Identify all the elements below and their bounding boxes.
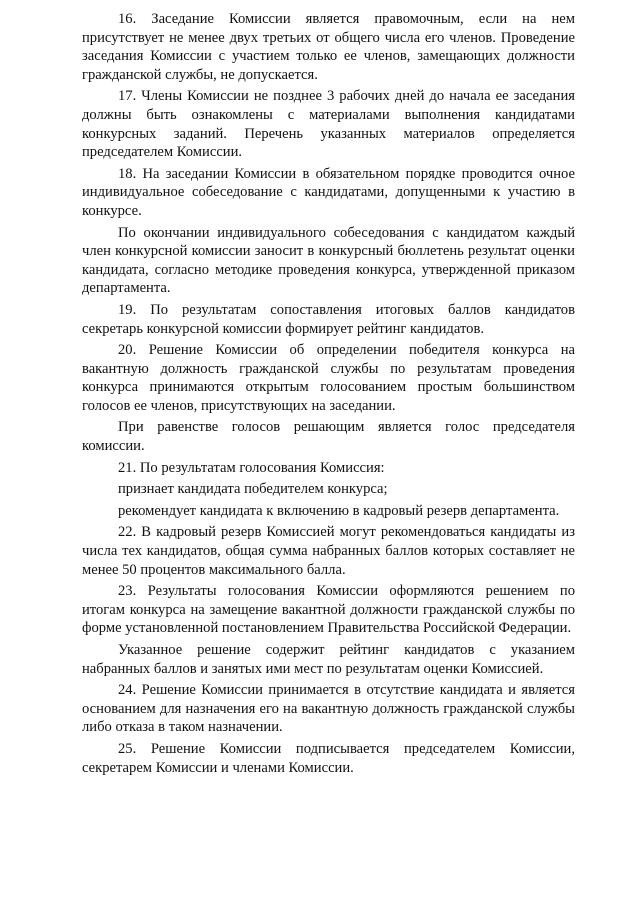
paragraph-23: 23. Результаты голосования Комиссии оформляются решением по итогам конкурса на замещение вакантной должности гражданской службы по форме установленной постановлением Правительства Российской Федерации. [82,583,575,637]
document-page [82,10,575,777]
paragraph-18: 18. На заседании Комиссии в обязательном порядке проводится очное индивидуальное собеседование с кандидатами, допущенными к участию в конкурсе. [82,165,575,219]
paragraph-25: 25. Решение Комиссии подписывается председателем Комиссии, секретарем Комиссии и членами Комиссии. [82,740,575,776]
paragraph-19: 19. По результатам сопоставления итоговых баллов кандидатов секретарь конкурсной комиссии формирует рейтинг кандидатов. [82,301,575,337]
paragraph-21: 21. По результатам голосования Комиссия: [118,459,385,476]
paragraph-17: 17. Члены Комиссии не позднее 3 рабочих дней до начала ее заседания должны быть ознакомлены с материалами выполнения кандидатами конкурсных заданий. Перечень указанных материалов определяется председателем Комиссии. [82,88,575,161]
paragraph-21-item-2: рекомендует кандидата к включению в кадровый резерв департамента. [118,502,560,519]
paragraph-23-continued: Указанное решение содержит рейтинг кандидатов с указанием набранных баллов и занятых ими мест по результатам оценки Комиссией. [82,642,575,677]
paragraph-18-continued: По окончании индивидуального собеседования с кандидатом каждый член конкурсной комиссии заносит в конкурсный бюллетень результат оценки кандидата, согласно методике проведения конкурса, утвержденной приказом департамента. [82,224,575,297]
paragraph-20-continued: При равенстве голосов решающим является голос председателя комиссии. [82,419,575,455]
paragraph-24: 24. Решение Комиссии принимается в отсутствие кандидата и является основанием для назначения его на вакантную должность гражданской службы либо отказа в таком назначении. [82,682,575,736]
paragraph-21-item-1: признает кандидата победителем конкурса; [118,481,388,498]
paragraph-22: 22. В кадровый резерв Комиссией могут рекомендоваться кандидаты из числа тех кандидатов, общая сумма набранных баллов которых составляет не менее 50 процентов максимального балла. [82,524,575,578]
paragraph-20: 20. Решение Комиссии об определении победителя конкурса на вакантную должность гражданской службы по результатам проведения конкурса принимаются открытым голосованием простым большинством голосов ее членов, присутствующих на заседании. [82,342,575,414]
paragraph-16: 16. Заседание Комиссии является правомочным, если на нем присутствует не менее двух третьих от общего числа его членов. Проведение заседания Комиссии с участием только ее членов, замещающих должности гражданской службы, не допускается. [82,11,575,83]
